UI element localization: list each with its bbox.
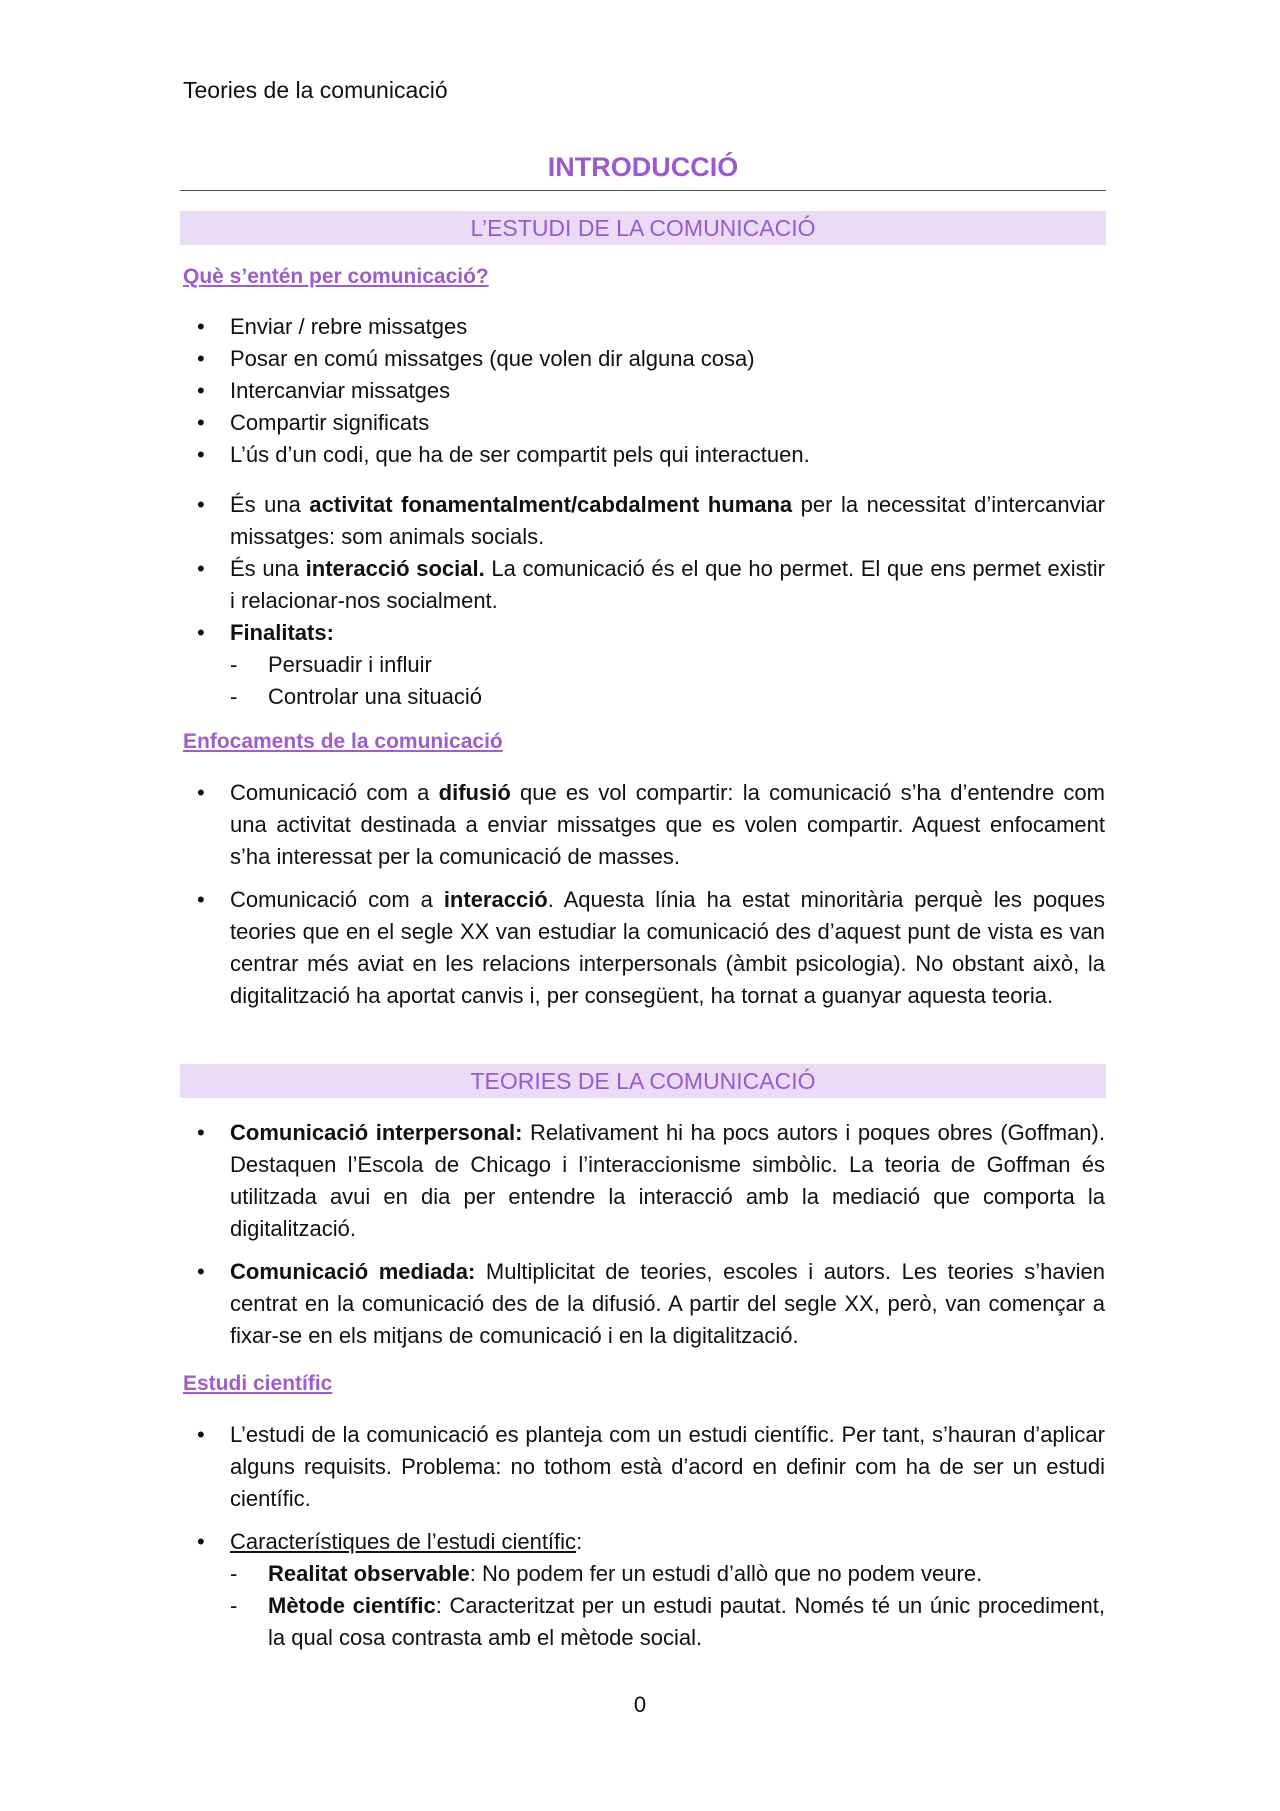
bullet-icon: • [197, 378, 205, 403]
bold-text: Comunicació mediada: [230, 1259, 476, 1284]
list-item [183, 343, 1105, 375]
text: És una [230, 556, 306, 581]
spacer [183, 873, 1105, 884]
list-item [183, 1526, 1105, 1558]
bullet-icon: • [197, 556, 205, 581]
list-item [183, 1256, 1105, 1352]
text: Persuadir i influir [268, 652, 432, 677]
spacer [183, 1245, 1105, 1256]
bullet-icon: • [197, 314, 205, 339]
list-item [183, 311, 1105, 343]
text: : Caracteritzat per un estudi pautat. Només té un únic procediment, la qual cosa contrasta amb el mètode social. [268, 1593, 1105, 1650]
bullet-icon: • [197, 1529, 205, 1554]
list-item [183, 617, 1105, 649]
bullet-icon: • [197, 620, 205, 645]
list-item-text: Intercanviar missatges [230, 378, 451, 403]
bullet-icon: • [197, 780, 205, 805]
text: : No podem fer un estudi d’allò que no podem veure. [469, 1561, 983, 1586]
list-item [183, 439, 1105, 471]
list-item-text: Compartir significats [230, 410, 430, 435]
list-item [183, 407, 1105, 439]
bullet-icon: • [197, 492, 205, 517]
bold-text: interacció social. [305, 556, 485, 581]
list-item [183, 777, 1105, 873]
text: La comunicació és el que ho permet. El que ens permet existir i relacionar-nos socialment. [230, 556, 1105, 613]
document-title: INTRODUCCIÓ [547, 152, 739, 182]
theories-list [183, 1117, 1105, 1352]
list-item [183, 489, 1105, 553]
section-heading-estudi: L’ESTUDI DE LA COMUNICACIÓ [180, 211, 1106, 245]
subheading-estudi-cientific: Estudi científic [183, 1372, 333, 1395]
approaches-list [183, 777, 1105, 1012]
characteristics-list [183, 489, 1105, 713]
text: per la necessitat d’intercanviar missatges: som animals socials. [230, 492, 1105, 549]
bold-text: Comunicació interpersonal: [230, 1120, 523, 1145]
scientific-list [183, 1419, 1105, 1654]
bold-text: interacció [443, 887, 548, 912]
dash-icon: - [230, 652, 238, 677]
list-item-text: Posar en comú missatges (que volen dir alguna cosa) [230, 346, 755, 371]
bullet-icon: • [197, 1259, 205, 1284]
text: Comunicació com a [230, 780, 439, 805]
running-header: Teories de la comunicació [183, 77, 448, 103]
bullet-icon: • [197, 1422, 205, 1447]
bold-text: activitat fonamentalment/cabdalment humana [309, 492, 793, 517]
page-number: 0 [633, 1692, 647, 1717]
section-heading-teories: TEORIES DE LA COMUNICACIÓ [180, 1064, 1106, 1098]
sub-item [183, 681, 1105, 713]
list-item [183, 1419, 1105, 1515]
text: És una [230, 492, 310, 517]
list-item [183, 375, 1105, 407]
bold-text: Finalitats: [230, 620, 334, 645]
list-item-text: Enviar / rebre missatges [230, 314, 468, 339]
sub-item [183, 1590, 1105, 1654]
text: . Aquesta línia ha estat minoritària perquè les poques teories que en el segle XX van estudiar la comunicació des d’aquest punt de vista es van centrar més aviat en les relacions interpersonals (àmbit psicologia). No obstant això, la digitalització ha aportat canvis i, per consegüent, ha tornat a guanyar aquesta teoria. [230, 887, 1105, 1008]
bold-text: difusió [438, 780, 511, 805]
bold-text: Mètode científic [268, 1593, 436, 1618]
text: Relativament hi ha pocs autors i poques obres (Goffman). Destaquen l’Escola de Chicago i l’interaccionisme simbòlic. La teoria de Goffman és utilitzada avui en dia per entendre la interacció amb la mediació que comporta la digitalització. [230, 1120, 1105, 1241]
text: Comunicació com a [230, 887, 444, 912]
bullet-icon: • [197, 346, 205, 371]
bullet-icon: • [197, 1120, 205, 1145]
bullet-icon: • [197, 442, 205, 467]
title-rule [180, 190, 1106, 191]
bold-text: Realitat observable [268, 1561, 470, 1586]
spacer [183, 1515, 1105, 1526]
list-item [183, 884, 1105, 1012]
dash-icon: - [230, 1593, 238, 1618]
dash-icon: - [230, 1561, 238, 1586]
subheading-que-sent: Què s’entén per comunicació? [183, 265, 489, 288]
list-item-text: L’ús d’un codi, que ha de ser compartit pels qui interactuen. [230, 442, 810, 467]
dash-icon: - [230, 684, 238, 709]
text: que es vol compartir: la comunicació s’ha d’entendre com una activitat destinada a enviar missatges que es volen compartir. Aquest enfocament s’ha interessat per la comunicació de masses. [230, 780, 1105, 869]
bullet-icon: • [197, 887, 205, 912]
list-item [183, 553, 1105, 617]
sub-item [183, 649, 1105, 681]
text: Controlar una situació [268, 684, 483, 709]
underlined-text: Característiques de l’estudi científic [230, 1529, 577, 1554]
text: L’estudi de la comunicació es planteja com un estudi científic. Per tant, s’hauran d’aplicar alguns requisits. Problema: no tothom està d’acord en definir com ha de ser un estudi científic. [230, 1422, 1105, 1511]
text: Multiplicitat de teories, escoles i autors. Les teories s’havien centrat en la comunicació des de la difusió. A partir del segle XX, però, van començar a fixar-se en els mitjans de comunicació i en la digitalització. [230, 1259, 1105, 1348]
text: : [576, 1529, 583, 1554]
list-item [183, 1117, 1105, 1245]
sub-item [183, 1558, 1105, 1590]
bullet-icon: • [197, 410, 205, 435]
subheading-enfocaments: Enfocaments de la comunicació [183, 730, 503, 753]
definition-list [183, 311, 1105, 471]
